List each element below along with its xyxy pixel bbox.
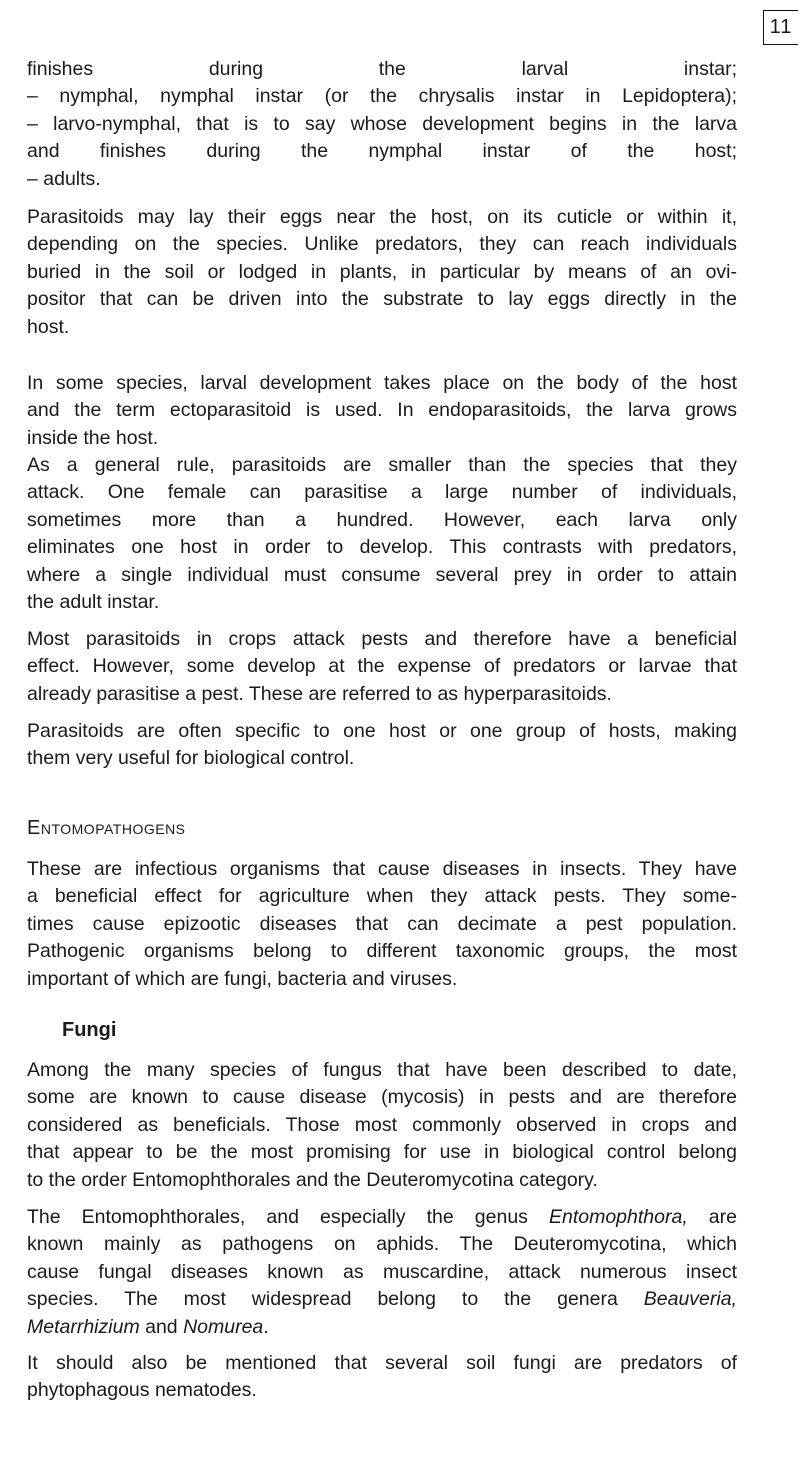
text-line	[27, 314, 737, 341]
italic-term: Entomophthora,	[548, 1206, 688, 1228]
text-run: buried in the soil or lodged in plants, in particular by means of an ovi-	[27, 260, 737, 283]
text-line	[27, 1231, 737, 1258]
text-line	[27, 1377, 737, 1404]
text-line	[27, 938, 737, 965]
paragraph	[27, 452, 737, 616]
text-run: .	[263, 1315, 269, 1338]
text-run: Most parasitoids in crops attack pests and therefore have a beneficial	[27, 628, 737, 650]
text-run: sometimes more than a hundred. However, each larva only	[27, 508, 737, 531]
text-run: As a general rule, parasitoids are smaller than the species that they	[27, 454, 737, 476]
text-run: Parasitoids are often specific to one host or one group of hosts, making	[27, 720, 737, 742]
text-line	[27, 425, 737, 452]
text-line	[27, 231, 737, 258]
text-run: Parasitoids may lay their eggs near the host, on its cuticle or within it,	[27, 206, 737, 228]
text-line	[27, 1286, 737, 1313]
text-run: depending on the species. Unlike predators, they can reach individuals	[27, 233, 737, 256]
text-line	[27, 452, 737, 479]
text-line	[27, 370, 737, 397]
paragraph	[27, 856, 737, 993]
text-run: Among the many species of fungus that have been described to date,	[27, 1059, 737, 1081]
paragraph	[27, 370, 737, 452]
text-run: cause fungal diseases known as muscardine, attack numerous insect	[27, 1260, 737, 1283]
text-line	[27, 534, 737, 561]
text-line	[27, 286, 737, 313]
text-line	[27, 1350, 737, 1377]
text-line	[27, 56, 737, 83]
text-line	[27, 966, 737, 993]
text-run: them very useful for biological control.	[27, 747, 355, 770]
text-line	[27, 1314, 737, 1341]
text-line	[27, 1084, 737, 1111]
text-line	[27, 1204, 737, 1231]
text-line	[27, 562, 737, 589]
text-run: positor that can be driven into the substrate to lay eggs directly in the	[27, 288, 737, 311]
text-line	[27, 138, 737, 165]
paragraph	[27, 718, 737, 773]
text-line	[27, 589, 737, 616]
text-line	[27, 653, 737, 680]
text-run: considered as beneficials. Those most commonly observed in crops and	[27, 1113, 737, 1136]
text-run: and finishes during the nymphal instar of the host;	[27, 140, 737, 163]
text-line	[27, 111, 737, 138]
text-line	[27, 507, 737, 534]
text-line	[27, 1139, 737, 1166]
paragraph	[27, 1204, 737, 1341]
text-line	[27, 83, 737, 110]
text-run: that appear to be the most promising for use in biological control belong	[27, 1141, 737, 1164]
text-run: attack. One female can parasitise a large number of individuals,	[27, 481, 737, 504]
text-run: phytophagous nematodes.	[27, 1379, 257, 1402]
text-run: Pathogenic organisms belong to different taxonomic groups, the most	[27, 940, 737, 963]
text-line	[27, 883, 737, 910]
italic-term: Nomurea	[183, 1315, 264, 1338]
text-line	[27, 397, 737, 424]
text-line	[27, 911, 737, 938]
italic-term: Beauveria,	[643, 1288, 737, 1311]
text-run: some are known to cause disease (mycosis) in pests and are therefore	[27, 1086, 737, 1109]
text-run: known mainly as pathogens on aphids. The Deuteromycotina, which	[27, 1233, 737, 1256]
text-run: In some species, larval development takes place on the body of the host	[27, 372, 737, 394]
text-run: times cause epizootic diseases that can decimate a pest population.	[27, 912, 737, 935]
text-run: – larvo-nymphal, that is to say whose development begins in the larva	[27, 112, 737, 135]
text-run: where a single individual must consume several prey in order to attain	[27, 563, 737, 586]
text-line	[27, 479, 737, 506]
page-number: 11	[763, 10, 798, 45]
text-run: and the term ectoparasitoid is used. In endoparasitoids, the larva grows	[27, 399, 737, 422]
text-line	[27, 626, 737, 653]
text-line	[27, 1057, 737, 1084]
text-line	[27, 745, 737, 772]
text-run: It should also be mentioned that several soil fungi are predators of	[27, 1352, 737, 1374]
subsection-heading: Fungi	[62, 1019, 117, 1041]
paragraph	[27, 204, 737, 341]
paragraph	[27, 1057, 737, 1194]
paragraph	[27, 1350, 737, 1405]
text-run: to the order Entomophthorales and the Deuteromycotina category.	[27, 1168, 598, 1191]
text-line	[27, 1112, 737, 1139]
text-line	[27, 259, 737, 286]
section-heading: Entomopathogens	[27, 817, 186, 839]
text-run: – nymphal, nymphal instar (or the chrysalis instar in Lepidoptera);	[27, 85, 737, 108]
text-run: finishes during the larval instar;	[27, 58, 737, 80]
italic-term: Metarrhizium	[27, 1315, 140, 1338]
text-run: – adults.	[27, 167, 101, 190]
text-run: important of which are fungi, bacteria and viruses.	[27, 967, 458, 990]
text-line	[27, 856, 737, 883]
text-line	[27, 1167, 737, 1194]
paragraph	[27, 56, 737, 193]
text-run: are	[687, 1206, 737, 1228]
text-run: host.	[27, 315, 70, 338]
text-run: eliminates one host in order to develop. This contrasts with predators,	[27, 536, 737, 559]
text-line	[27, 718, 737, 745]
text-line	[27, 681, 737, 708]
text-run: inside the host.	[27, 426, 159, 449]
text-line	[27, 204, 737, 231]
text-line	[27, 1259, 737, 1286]
text-run: These are infectious organisms that cause diseases in insects. They have	[27, 858, 737, 880]
text-run: and	[139, 1315, 184, 1338]
text-run: already parasitise a pest. These are referred to as hyperparasitoids.	[27, 682, 612, 705]
text-run: The Entomophthorales, and especially the genus	[27, 1206, 549, 1228]
text-run: species. The most widespread belong to the genera	[27, 1288, 644, 1311]
text-run: a beneficial effect for agriculture when they attack pests. They some-	[27, 885, 737, 908]
paragraph	[27, 626, 737, 708]
text-run: the adult instar.	[27, 590, 160, 613]
text-line	[27, 166, 737, 193]
text-run: effect. However, some develop at the expense of predators or larvae that	[27, 655, 737, 678]
